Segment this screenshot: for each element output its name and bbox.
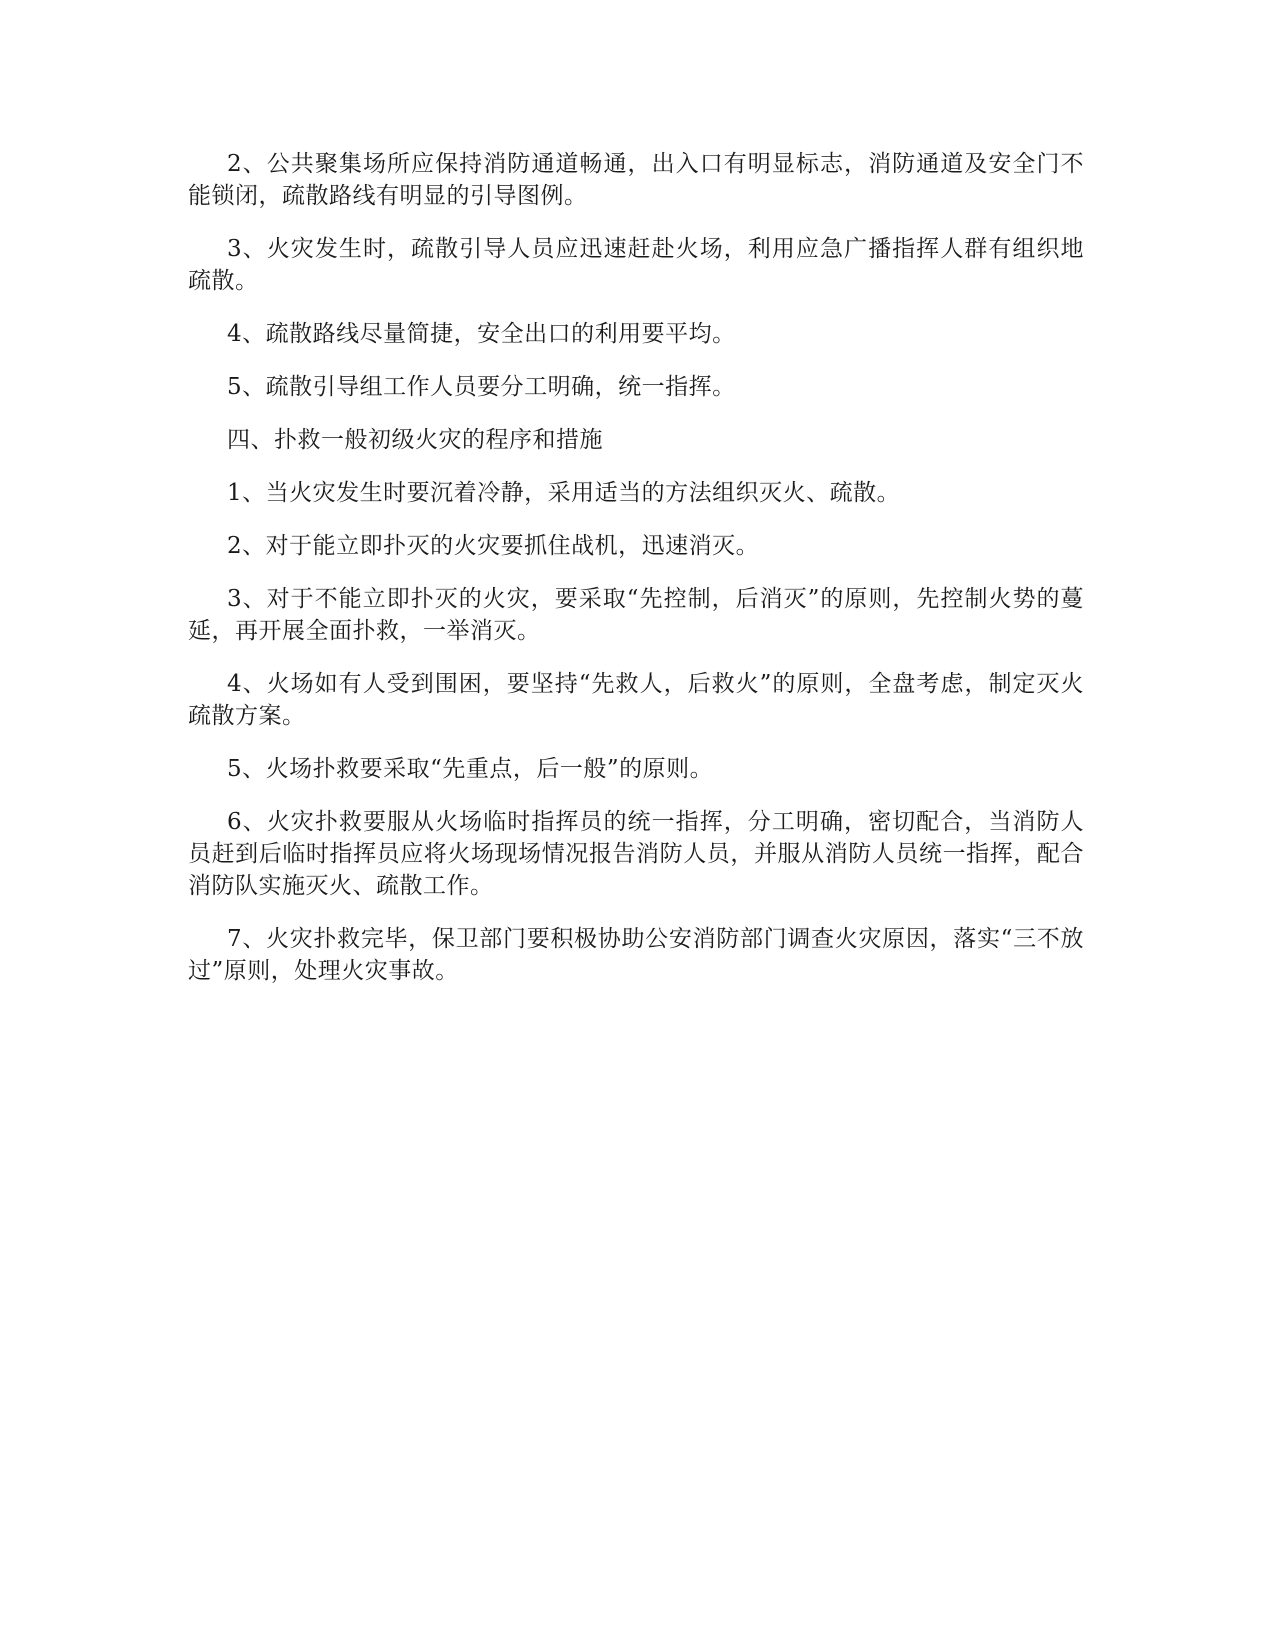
paragraph-evacuation-item-5: 5、疏散引导组工作人员要分工明确，统一指挥。 [227,374,736,400]
paragraph-firefighting-item-6: 6、火灾扑救要服从火场临时指挥员的统一指挥，分工明确，密切配合，当消防人员赶到后临时指挥员应将火场现场情况报告消防人员，并服从消防人员统一指挥，配合消防队实施灭火、疏散工作。 [188,809,1084,899]
paragraph-firefighting-item-1: 1、当火灾发生时要沉着冷静，采用适当的方法组织灭火、疏散。 [227,480,901,506]
paragraph-firefighting-item-3: 3、对于不能立即扑灭的火灾，要采取“先控制，后消灭”的原则，先控制火势的蔓延，再开展全面扑救，一举消灭。 [188,586,1084,644]
paragraph-evacuation-item-2: 2、公共聚集场所应保持消防通道畅通，出入口有明显标志，消防通道及安全门不能锁闭，疏散路线有明显的引导图例。 [188,151,1084,209]
paragraph-firefighting-item-4: 4、火场如有人受到围困，要坚持“先救人，后救火”的原则，全盘考虑，制定灭火疏散方案。 [188,671,1084,729]
paragraph-firefighting-item-2: 2、对于能立即扑灭的火灾要抓住战机，迅速消灭。 [227,533,760,559]
paragraph-evacuation-item-4: 4、疏散路线尽量简捷，安全出口的利用要平均。 [227,321,736,347]
paragraph-firefighting-item-7: 7、火灾扑救完毕，保卫部门要积极协助公安消防部门调查火灾原因，落实“三不放过”原则，处理火灾事故。 [188,926,1084,984]
document-page [188,148,1084,1008]
paragraph-evacuation-item-3: 3、火灾发生时，疏散引导人员应迅速赶赴火场，利用应急广播指挥人群有组织地疏散。 [188,236,1084,294]
section-heading-four: 四、扑救一般初级火灾的程序和措施 [227,427,603,453]
paragraph-firefighting-item-5: 5、火场扑救要采取“先重点，后一般”的原则。 [227,756,714,782]
